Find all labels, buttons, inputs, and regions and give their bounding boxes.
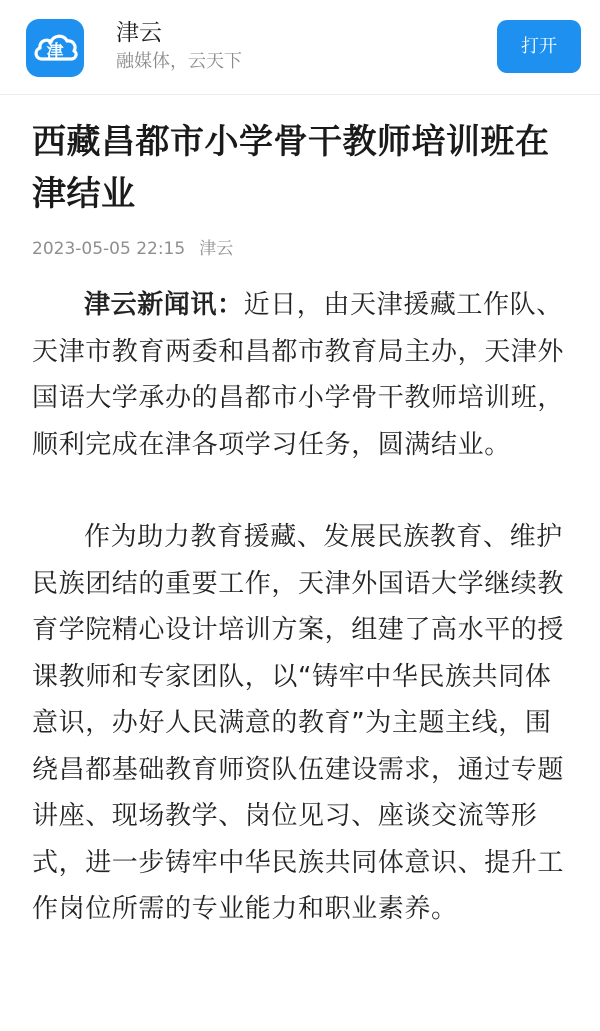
article-meta (32, 236, 233, 262)
app-name: 津云 (116, 20, 162, 46)
article-paragraph (32, 282, 570, 468)
svg-text:津: 津 (46, 42, 64, 62)
paragraph-text: 作为助力教育援藏、发展民族教育、维护民族团结的重要工作，天津外国语大学继续教育学院精心设计培训方案，组建了高水平的授课教师和专家团队，以“铸牢中华民族共同体意识，办好人民满意的教育”为主题主线，围绕昌都基础教育师资队伍建设需求，通过专题讲座、现场教学、岗位见习、座谈交流等形式，进一步铸牢中华民族共同体意识、提升工作岗位所需的专业能力和职业素养。 (32, 522, 565, 924)
article-paragraph (32, 514, 570, 933)
app-slogan: 融媒体，云天下 (116, 51, 242, 72)
cloud-logo-icon (26, 19, 84, 77)
jinyun-logo-icon[interactable] (26, 19, 84, 77)
article-body (32, 282, 570, 933)
article-source: 津云 (199, 239, 234, 259)
article-title: 西藏昌都市小学骨干教师培训班在津结业 (32, 122, 550, 214)
publish-date: 2023-05-05 22:15 (32, 239, 186, 259)
app-download-banner (0, 0, 600, 95)
paragraph-text: 近日，由天津援藏工作队、天津市教育两委和昌都市教育局主办，天津外国语大学承办的昌都市小学骨干教师培训班，顺利完成在津各项学习任务，圆满结业。 (32, 290, 565, 460)
lead-label: 津云新闻讯： (84, 290, 244, 320)
open-app-button[interactable]: 打开 (497, 20, 581, 73)
